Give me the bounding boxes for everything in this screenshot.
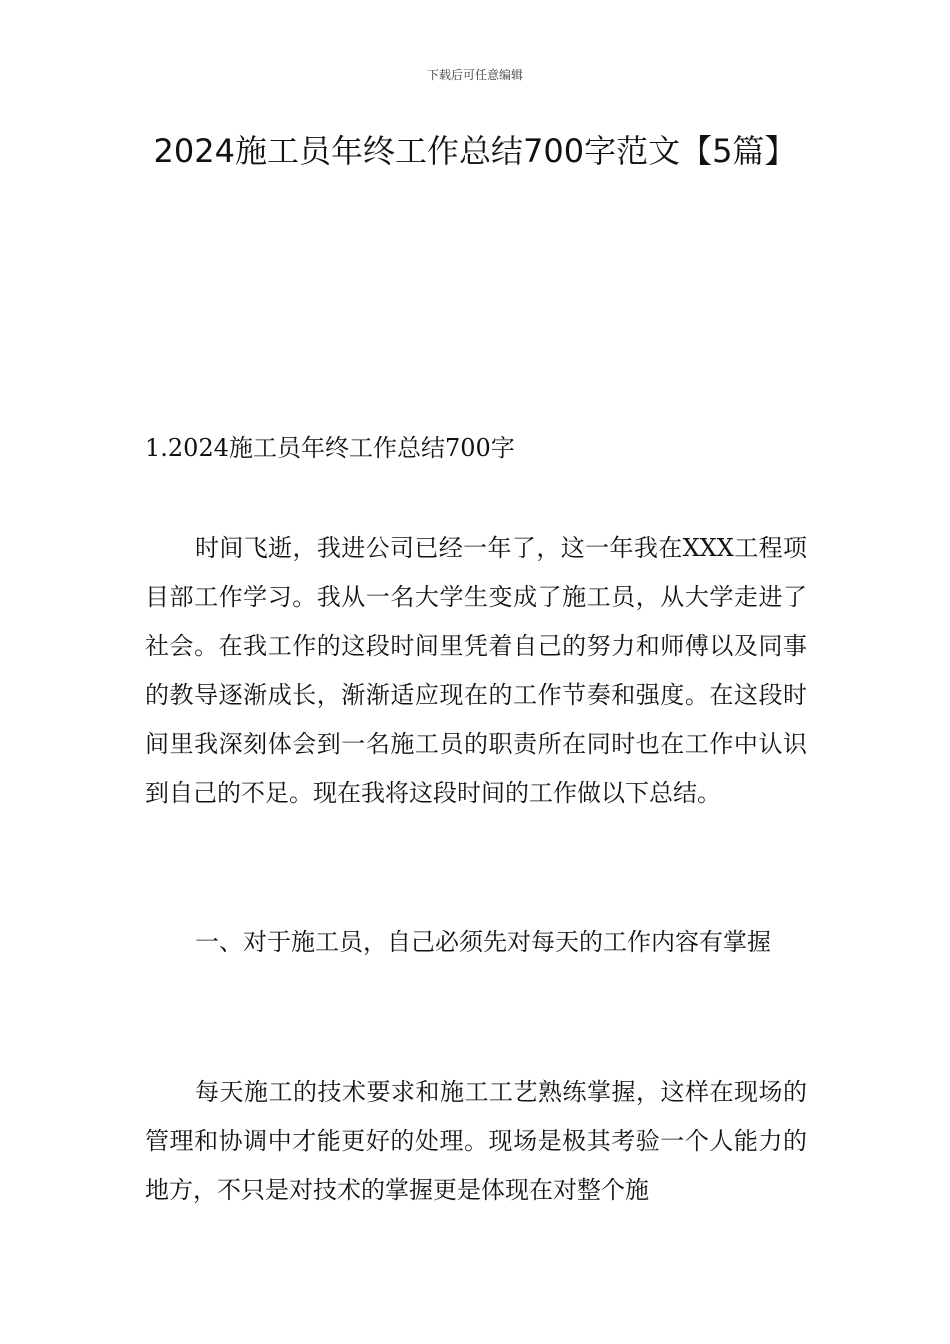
subsection-heading: 一、对于施工员，自己必须先对每天的工作内容有掌握 [195,928,771,956]
paragraph-body: 每天施工的技术要求和施工工艺熟练掌握，这样在现场的管理和协调中才能更好的处理。现场是极其考验一个人能力的地方，不只是对技术的掌握更是体现在对整个施 [145,1078,807,1204]
document-title: 2024施工员年终工作总结700字范文【5篇】 [153,132,797,170]
header-note: 下载后可任意编辑 [426,68,523,82]
section-heading: 1.2024施工员年终工作总结700字 [145,434,515,462]
paragraph-intro: 时间飞逝，我进公司已经一年了，这一年我在XXX工程项目部工作学习。我从一名大学生变成了施工员，从大学走进了社会。在我工作的这段时间里凭着自己的努力和师傅以及同事的教导逐渐成长，渐渐适应现在的工作节奏和强度。在这段时间里我深刻体会到一名施工员的职责所在同时也在工作中认识到自己的不足。现在我将这段时间的工作做以下总结。 [145,534,807,807]
